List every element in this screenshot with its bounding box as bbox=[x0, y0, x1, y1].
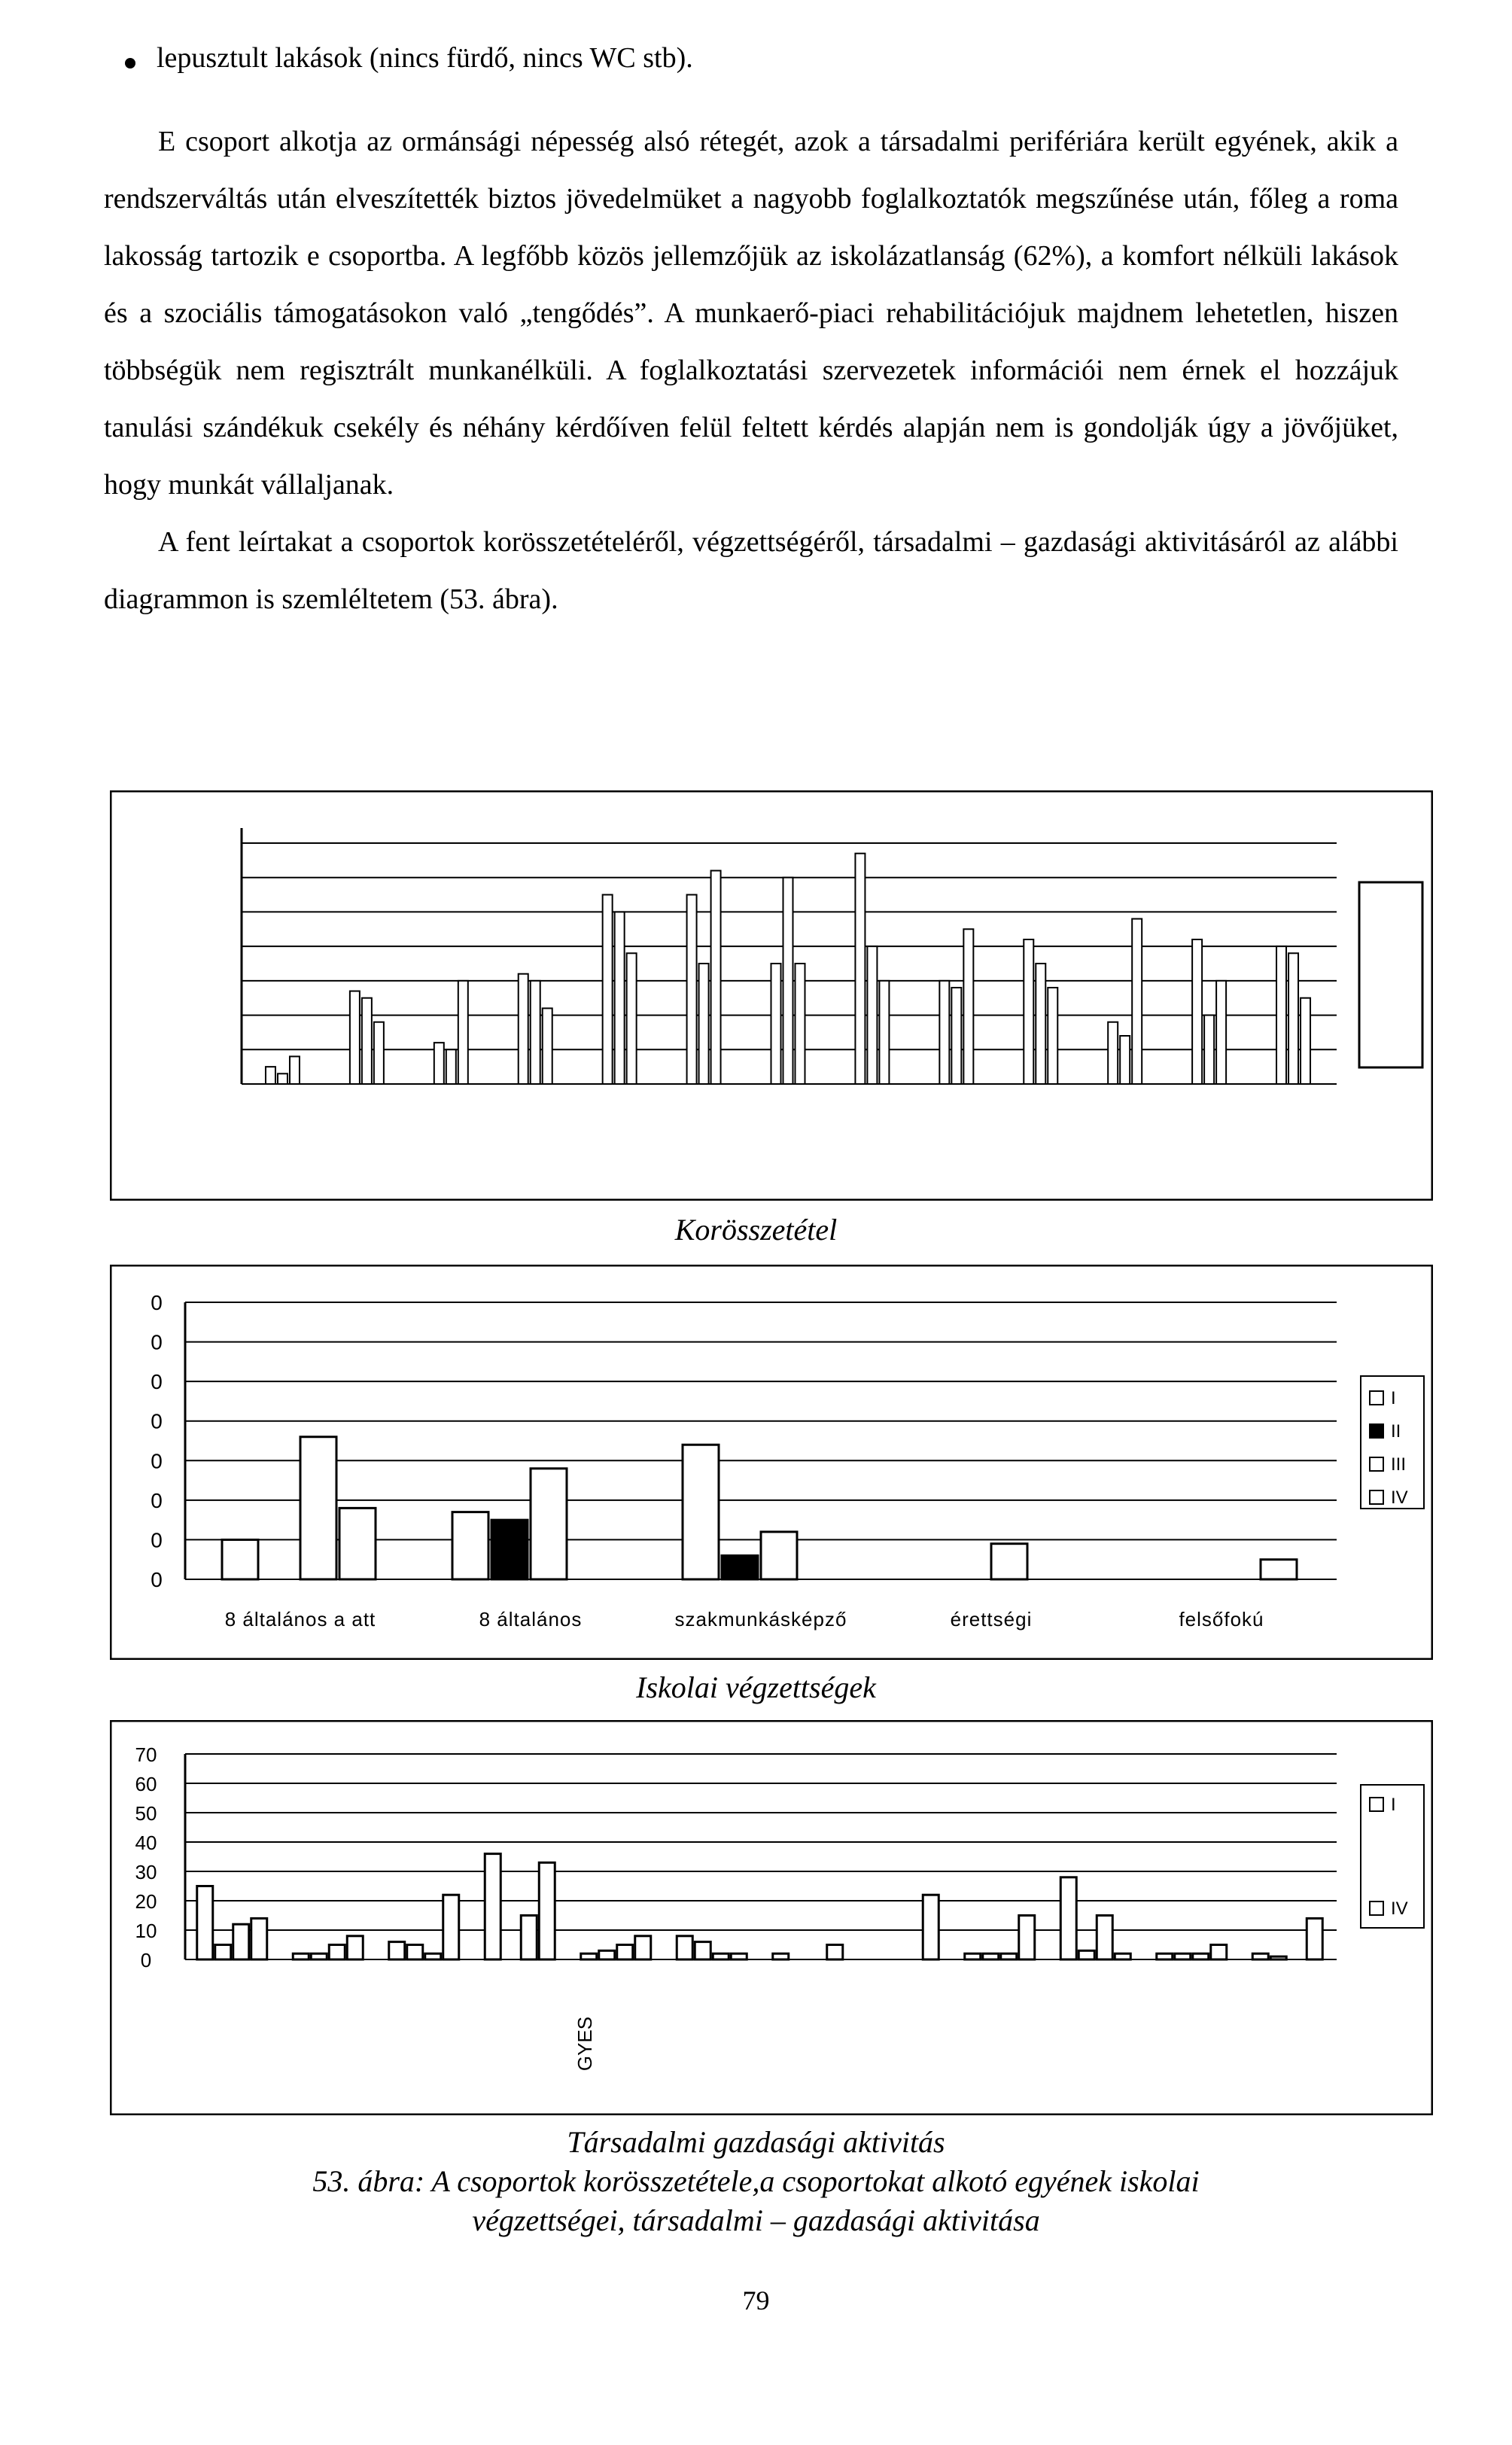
y-tick-label: 0 bbox=[151, 1409, 163, 1433]
age-bar bbox=[939, 981, 949, 1084]
age-bar bbox=[1301, 998, 1310, 1084]
bullet-icon bbox=[125, 58, 135, 69]
age-bar bbox=[867, 946, 877, 1084]
legend-swatch bbox=[1370, 1391, 1383, 1405]
age-bar bbox=[1192, 939, 1202, 1084]
y-tick-label: 0 bbox=[151, 1488, 163, 1512]
age-bar bbox=[699, 964, 709, 1084]
y-tick-label: 0 bbox=[140, 1949, 152, 1972]
education-bar bbox=[761, 1532, 797, 1579]
legend-label: I bbox=[1391, 1388, 1396, 1408]
education-bar bbox=[991, 1544, 1027, 1579]
activity-chart-title: Társadalmi gazdasági aktivitás bbox=[567, 2125, 945, 2159]
activity-bar bbox=[773, 1953, 789, 1959]
activity-bar bbox=[407, 1945, 423, 1960]
legend-swatch bbox=[1370, 1424, 1383, 1438]
age-bar bbox=[603, 895, 613, 1084]
figure-caption bbox=[0, 2162, 1512, 2240]
caption-line-2: végzettségei, társadalmi – gazdasági aktivitása bbox=[472, 2203, 1040, 2237]
activity-bar bbox=[1270, 1956, 1286, 1959]
activity-bar bbox=[1097, 1916, 1112, 1960]
bullet-item bbox=[157, 41, 693, 75]
activity-bar bbox=[311, 1953, 327, 1959]
legend-swatch bbox=[1370, 1798, 1383, 1811]
age-bar bbox=[1288, 953, 1298, 1084]
activity-bar bbox=[1211, 1945, 1227, 1960]
activity-bar bbox=[233, 1924, 249, 1959]
y-tick-label: 40 bbox=[135, 1831, 157, 1854]
age-bar bbox=[446, 1049, 456, 1084]
activity-bar bbox=[1307, 1918, 1322, 1959]
activity-bar bbox=[965, 1953, 981, 1959]
x-tick-label: érettségi bbox=[950, 1608, 1033, 1631]
legend-swatch bbox=[1370, 1457, 1383, 1471]
education-bar bbox=[1261, 1560, 1297, 1579]
education-bar bbox=[222, 1539, 258, 1579]
y-tick-label: 10 bbox=[135, 1920, 157, 1942]
legend-swatch bbox=[1370, 1490, 1383, 1504]
y-tick-label: 70 bbox=[135, 1743, 157, 1766]
education-bar bbox=[452, 1512, 488, 1579]
age-bar bbox=[783, 878, 793, 1084]
age-bar bbox=[796, 964, 805, 1084]
activity-bar bbox=[581, 1953, 597, 1959]
age-bar bbox=[1276, 946, 1286, 1084]
legend-label: IV bbox=[1391, 1487, 1408, 1508]
y-tick-label: 0 bbox=[151, 1370, 163, 1394]
education-bar bbox=[339, 1508, 376, 1579]
age-bar bbox=[374, 1022, 384, 1084]
activity-bar bbox=[1252, 1953, 1268, 1959]
y-tick-label: 0 bbox=[151, 1449, 163, 1473]
legend-label: III bbox=[1391, 1454, 1407, 1475]
activity-bar bbox=[1078, 1950, 1094, 1959]
x-tick-label: 8 általános bbox=[479, 1608, 583, 1631]
age-bar bbox=[1120, 1036, 1130, 1084]
activity-bar bbox=[251, 1918, 267, 1959]
paragraph-1: E csoport alkotja az ormánsági népesség alsó rétegét, azok a társadalmi perifériára került egyének, akik a rendszerváltás után elveszítették biztos jövedelmüket a nagyobb foglalkoztatók megszűnése után, főleg a roma lakosság tartozik e csoportba. A legfőbb közös jellemzőjük az iskolázatlanság (62%), a komfort nélküli lakások és a szociális támogatásokon való „tengődés”. A munkaerő-piaci rehabilitációjuk majdnem lehetetlen, hiszen többségük nem regisztrált munkanélküli. A foglalkoztatási szervezetek információi nem érnek el hozzájuk tanulási szándékuk csekély és néhány kérdőíven felül feltett kérdés alapján nem is gondolják úgy a jövőjüket, hogy munkát vállaljanak. bbox=[104, 126, 1398, 501]
age-bar bbox=[543, 1008, 552, 1084]
age-bar bbox=[963, 929, 973, 1084]
age-bar bbox=[350, 991, 360, 1084]
age-composition-chart bbox=[110, 790, 1433, 1201]
activity-bar bbox=[215, 1945, 231, 1960]
age-bar bbox=[362, 998, 372, 1084]
activity-chart bbox=[110, 1720, 1433, 2115]
age-bar bbox=[531, 981, 540, 1084]
activity-bar bbox=[923, 1895, 939, 1959]
x-tick-label: GYES bbox=[573, 2016, 596, 2072]
activity-bar bbox=[389, 1942, 405, 1959]
activity-bar bbox=[1157, 1953, 1173, 1959]
y-tick-label: 20 bbox=[135, 1890, 157, 1913]
x-tick-label: felsőfokú bbox=[1179, 1608, 1264, 1631]
activity-bar bbox=[713, 1953, 729, 1959]
age-bar bbox=[266, 1067, 275, 1084]
activity-bar bbox=[329, 1945, 345, 1960]
age-chart-legend-box bbox=[1359, 882, 1422, 1067]
age-bar bbox=[771, 964, 781, 1084]
activity-bar bbox=[617, 1945, 633, 1960]
activity-bar bbox=[425, 1953, 441, 1959]
age-bar bbox=[1024, 939, 1033, 1084]
education-chart bbox=[110, 1265, 1433, 1660]
activity-bar bbox=[443, 1895, 459, 1959]
age-bar bbox=[1036, 964, 1045, 1084]
activity-bar bbox=[695, 1942, 710, 1959]
page-number: 79 bbox=[742, 2285, 770, 2316]
age-bar bbox=[290, 1056, 300, 1084]
age-bar bbox=[1216, 981, 1226, 1084]
age-bar bbox=[1108, 1022, 1118, 1084]
activity-bar bbox=[521, 1916, 537, 1960]
x-tick-label: 8 általános a att bbox=[224, 1608, 376, 1631]
age-bar bbox=[615, 912, 625, 1084]
y-tick-label: 0 bbox=[151, 1330, 163, 1354]
y-tick-label: 30 bbox=[135, 1861, 157, 1883]
age-bar bbox=[627, 953, 637, 1084]
activity-bar bbox=[599, 1950, 615, 1959]
age-bar bbox=[1132, 919, 1142, 1084]
activity-bar bbox=[1060, 1877, 1076, 1959]
paragraph-2: A fent leírtakat a csoportok korösszetételéről, végzettségéről, társadalmi – gazdasági aktivitásáról az alábbi diagrammon is szemléltetem (53. ábra). bbox=[104, 526, 1398, 615]
legend-label: II bbox=[1391, 1421, 1401, 1442]
activity-bar bbox=[827, 1945, 843, 1960]
age-bar bbox=[434, 1043, 444, 1084]
activity-bar bbox=[1001, 1953, 1017, 1959]
age-bar bbox=[1048, 988, 1057, 1084]
age-bar bbox=[951, 988, 961, 1084]
y-tick-label: 60 bbox=[135, 1773, 157, 1795]
activity-bar bbox=[539, 1862, 555, 1959]
education-bar bbox=[491, 1520, 528, 1579]
age-bar bbox=[711, 871, 721, 1084]
y-tick-label: 0 bbox=[151, 1291, 163, 1314]
education-chart-title: Iskolai végzettségek bbox=[636, 1670, 876, 1704]
activity-bar bbox=[731, 1953, 747, 1959]
education-bar bbox=[683, 1445, 719, 1579]
activity-bar bbox=[293, 1953, 309, 1959]
caption-line-1: 53. ábra: A csoportok korösszetétele,a csoportokat alkotó egyének iskolai bbox=[312, 2164, 1200, 2198]
activity-bar bbox=[197, 1886, 213, 1960]
age-bar bbox=[1204, 1015, 1214, 1084]
activity-bar bbox=[1019, 1916, 1035, 1960]
y-tick-label: 0 bbox=[151, 1568, 163, 1591]
age-bar bbox=[278, 1073, 287, 1084]
activity-bar bbox=[635, 1936, 651, 1959]
activity-bar bbox=[1115, 1953, 1130, 1959]
activity-bar bbox=[1193, 1953, 1209, 1959]
bullet-text: lepusztult lakások (nincs fürdő, nincs WC stb). bbox=[157, 42, 693, 74]
education-bar bbox=[300, 1437, 336, 1579]
legend-label: I bbox=[1391, 1795, 1396, 1815]
legend-label: IV bbox=[1391, 1898, 1408, 1919]
age-chart-title: Korösszetétel bbox=[674, 1213, 838, 1247]
body-text bbox=[104, 113, 1398, 628]
y-tick-label: 50 bbox=[135, 1802, 157, 1825]
age-bar bbox=[687, 895, 697, 1084]
activity-bar bbox=[983, 1953, 999, 1959]
x-tick-label: szakmunkásképző bbox=[674, 1608, 847, 1631]
age-bar bbox=[458, 981, 468, 1084]
legend-swatch bbox=[1370, 1901, 1383, 1915]
education-bar bbox=[531, 1469, 567, 1579]
activity-bar bbox=[485, 1854, 500, 1959]
age-bar bbox=[519, 974, 528, 1084]
y-tick-label: 0 bbox=[151, 1528, 163, 1552]
age-bar bbox=[855, 854, 865, 1084]
age-bar bbox=[879, 981, 889, 1084]
activity-bar bbox=[1175, 1953, 1191, 1959]
activity-bar bbox=[677, 1936, 692, 1959]
activity-bar bbox=[347, 1936, 363, 1959]
education-bar bbox=[722, 1555, 758, 1579]
